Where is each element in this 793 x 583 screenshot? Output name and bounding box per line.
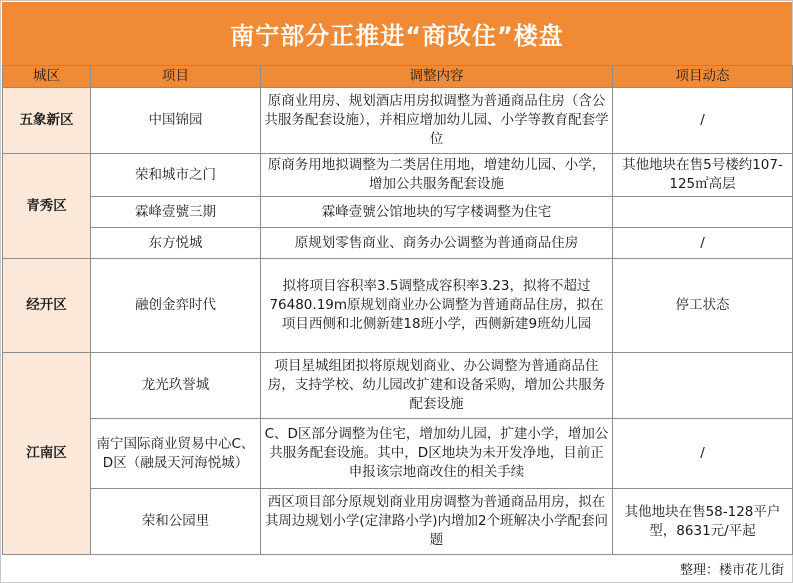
district-cell: 青秀区 xyxy=(3,154,91,259)
header-status: 项目动态 xyxy=(613,66,793,88)
status-cell xyxy=(613,353,793,419)
footer-credit: 整理：楼市花儿街 xyxy=(679,563,784,578)
status-cell: / xyxy=(613,228,793,259)
header-content: 调整内容 xyxy=(261,66,613,88)
content-cell: C、D区部分调整为住宅，增加幼儿园，扩建小学，增加公共服务配套设施。其中，D区地块为未开发净地，目前正申报该宗地商改住的相关手续 xyxy=(261,419,613,489)
table-row xyxy=(3,419,793,489)
content-cell: 原商业用房、规划酒店用房拟调整为普通商品住房（含公共服务配套设施），并相应增加幼儿园、小学等教育配套学位 xyxy=(261,88,613,154)
status-cell: / xyxy=(613,419,793,489)
status-cell: 停工状态 xyxy=(613,259,793,353)
status-cell: 其他地块在售58-128平户型，8631元/平起 xyxy=(613,489,793,555)
project-cell: 荣和公园里 xyxy=(91,489,261,555)
table-row xyxy=(3,489,793,555)
table-row xyxy=(3,353,793,419)
content-cell: 霖峰壹號公馆地块的写字楼调整为住宅 xyxy=(261,197,613,228)
content-cell: 项目星城组团拟将原规划商业、办公调整为普通商品住房，支持学校、幼儿园改扩建和设备采购，增加公共服务配套设施 xyxy=(261,353,613,419)
table-row xyxy=(3,88,793,154)
project-cell: 南宁国际商业贸易中心C、D区（融晟天河海悦城） xyxy=(91,419,261,489)
table-row xyxy=(3,228,793,259)
project-cell: 东方悦城 xyxy=(91,228,261,259)
project-cell: 龙光玖誉城 xyxy=(91,353,261,419)
content-cell: 西区项目部分原规划商业用房调整为普通商品用房，拟在其周边规划小学(定津路小学)内增加2个班解决小学配套问题 xyxy=(261,489,613,555)
content-cell: 拟将项目容积率3.5调整成容积率3.23，拟将不超过76480.19m原规划商业办公调整为普通商品住房，拟在项目西侧和北侧新建18班小学，西侧新建9班幼儿园 xyxy=(261,259,613,353)
content-cell: 原规划零售商业、商务办公调整为普通商品住房 xyxy=(261,228,613,259)
project-cell: 中国锦园 xyxy=(91,88,261,154)
project-cell: 霖峰壹號三期 xyxy=(91,197,261,228)
district-cell: 江南区 xyxy=(3,353,91,555)
district-cell: 经开区 xyxy=(3,259,91,353)
table-row xyxy=(3,154,793,197)
header-district: 城区 xyxy=(3,66,91,88)
header-row xyxy=(3,66,793,88)
content-cell: 原商务用地拟调整为二类居住用地，增建幼儿园、小学，增加公共服务配套设施 xyxy=(261,154,613,197)
project-cell: 融创金弈时代 xyxy=(91,259,261,353)
status-cell: 其他地块在售5号楼约107-125㎡高层 xyxy=(613,154,793,197)
header-project: 项目 xyxy=(91,66,261,88)
table-row xyxy=(3,259,793,353)
project-table xyxy=(2,65,793,555)
status-cell: / xyxy=(613,88,793,154)
project-cell: 荣和城市之门 xyxy=(91,154,261,197)
table-row xyxy=(3,197,793,228)
table-title: 南宁部分正推进“商改住”楼盘 xyxy=(2,2,792,65)
status-cell xyxy=(613,197,793,228)
district-cell: 五象新区 xyxy=(3,88,91,154)
